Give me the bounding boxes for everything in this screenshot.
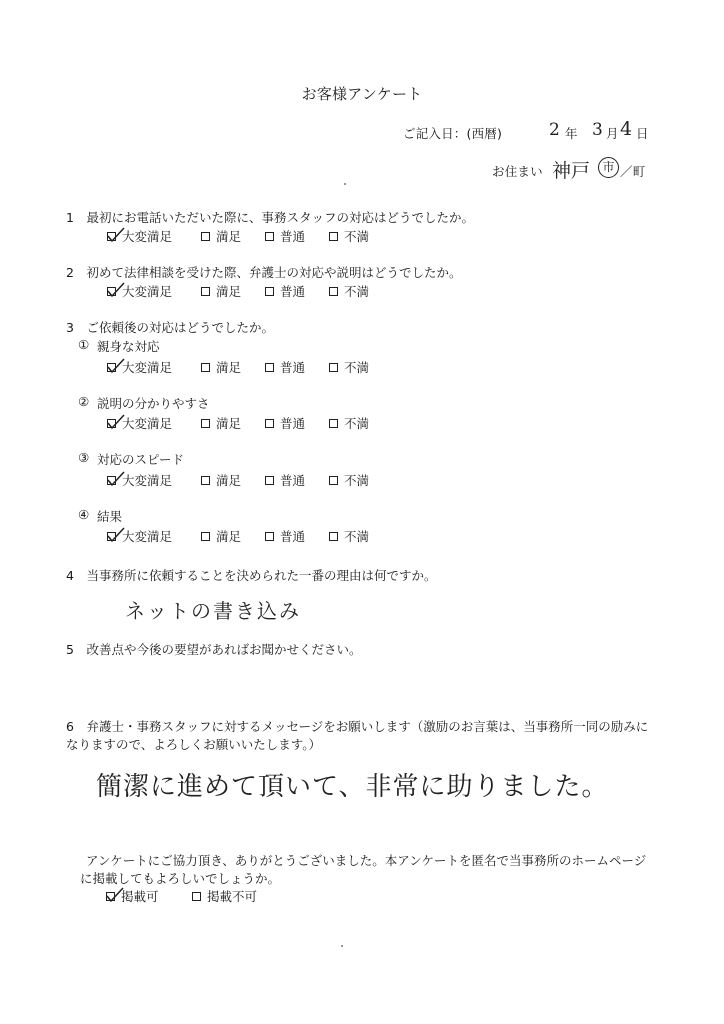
q1-options [107, 227, 369, 245]
q3-sub1-checkbox-dissatisfied[interactable] [329, 363, 338, 372]
option-label: 普通 [280, 529, 306, 544]
check-mark-icon [106, 468, 128, 490]
option-label: 大変満足 [122, 416, 173, 431]
q2-option-very-satisfied[interactable] [107, 282, 201, 300]
q2-option-label: 満足 [216, 284, 242, 299]
q3-sub2-num: ② [78, 394, 90, 409]
city-circle-mark: 市 [598, 157, 619, 178]
date-day: 4 [620, 118, 633, 140]
q3-sub4-option-very-satisfied[interactable] [107, 527, 201, 545]
page-title: お客様アンケート [301, 85, 423, 103]
q2-option-label: 不満 [344, 284, 370, 299]
q1-option-very-satisfied[interactable] [107, 227, 201, 245]
q2-option-satisfied[interactable] [201, 282, 265, 300]
option-label: 不満 [344, 473, 370, 488]
publication-option-label: 掲載不可 [207, 889, 258, 904]
q3-sub2-option-dissatisfied[interactable] [329, 414, 369, 432]
option-label: 満足 [216, 529, 242, 544]
check-mark-icon [105, 884, 127, 906]
option-label: 普通 [280, 416, 306, 431]
q2-options [107, 282, 369, 300]
option-label: 不満 [344, 529, 370, 544]
q3-sub3-checkbox-normal[interactable] [265, 476, 274, 485]
q3-sub4-option-normal[interactable] [265, 527, 329, 545]
q2-text: 2 初めて法律相談を受けた際、弁護士の対応や説明はどうでしたか。 [66, 265, 462, 280]
q3-sub4-num: ④ [78, 507, 90, 522]
publication-options [106, 887, 257, 905]
option-label: 満足 [216, 416, 242, 431]
q1-option-normal[interactable] [265, 227, 329, 245]
option-label: 普通 [280, 360, 306, 375]
q3-sub4-label: 結果 [97, 509, 123, 524]
q1-checkbox-normal[interactable] [265, 232, 274, 241]
q3-sub4-options [107, 527, 369, 545]
q3-sub1-option-very-satisfied[interactable] [107, 358, 201, 376]
q3-sub3-options [107, 471, 369, 489]
scan-dot [344, 183, 346, 185]
q4-answer[interactable]: ネットの書き込み [125, 599, 301, 623]
q3-sub1-checkbox-satisfied[interactable] [201, 363, 210, 372]
option-label: 普通 [280, 473, 306, 488]
q3-sub1-option-dissatisfied[interactable] [329, 358, 369, 376]
q3-sub2-option-very-satisfied[interactable] [107, 414, 201, 432]
publication-option-not-allowed[interactable] [192, 887, 257, 905]
address-label: お住まい [492, 164, 543, 179]
q3-sub4-checkbox-dissatisfied[interactable] [329, 532, 338, 541]
q3-sub2-option-satisfied[interactable] [201, 414, 265, 432]
q3-sub2-option-normal[interactable] [265, 414, 329, 432]
q6-text: 6 弁護士・事務スタッフに対するメッセージをお願いします（激励のお言葉は、当事務所一同の励みになりますので、よろしくお願いいたします。） [66, 719, 649, 752]
q3-sub4-option-satisfied[interactable] [201, 527, 265, 545]
q2-option-dissatisfied[interactable] [329, 282, 369, 300]
q3-sub3-num: ③ [78, 450, 90, 465]
scan-dot [341, 945, 343, 947]
q3-sub2-checkbox-satisfied[interactable] [201, 419, 210, 428]
q3-sub3-option-dissatisfied[interactable] [329, 471, 369, 489]
q5-text: 5 改善点や今後の要望があればお聞かせください。 [66, 642, 362, 657]
date-month: 3 [592, 120, 603, 140]
q3-sub1-option-normal[interactable] [265, 358, 329, 376]
q3-sub3-option-normal[interactable] [265, 471, 329, 489]
q2-option-label: 普通 [280, 284, 306, 299]
q1-option-label: 大変満足 [122, 229, 173, 244]
q3-sub2-checkbox-normal[interactable] [265, 419, 274, 428]
option-label: 満足 [216, 473, 242, 488]
publication-checkbox-not-allowed[interactable] [192, 892, 201, 901]
publication-option-label: 掲載可 [121, 889, 159, 904]
q1-checkbox-satisfied[interactable] [201, 232, 210, 241]
date-month-unit: 月 [606, 126, 619, 141]
publication-option-allowed[interactable] [106, 887, 192, 905]
q3-sub1-label: 親身な対応 [97, 339, 160, 354]
option-label: 不満 [344, 416, 370, 431]
q3-sub3-checkbox-satisfied[interactable] [201, 476, 210, 485]
q2-checkbox-normal[interactable] [265, 287, 274, 296]
q2-checkbox-dissatisfied[interactable] [329, 287, 338, 296]
q3-sub1-options [107, 358, 369, 376]
q3-sub4-option-dissatisfied[interactable] [329, 527, 369, 545]
check-mark-icon [106, 224, 128, 246]
check-mark-icon [106, 355, 128, 377]
option-label: 大変満足 [122, 529, 173, 544]
q3-sub4-checkbox-satisfied[interactable] [201, 532, 210, 541]
q1-option-dissatisfied[interactable] [329, 227, 369, 245]
closing-text: アンケートにご協力頂き、ありがとうございました。本アンケートを匿名で当事務所のホームページに掲載してもよろしいでしょうか。 [80, 853, 647, 886]
q3-sub1-checkbox-normal[interactable] [265, 363, 274, 372]
q6-answer[interactable]: 簡潔に進めて頂いて、非常に助りました。 [96, 772, 609, 802]
option-label: 不満 [344, 360, 370, 375]
option-label: 満足 [216, 360, 242, 375]
q3-sub3-option-very-satisfied[interactable] [107, 471, 201, 489]
date-day-unit: 日 [636, 126, 649, 141]
address-city: 神戸 [552, 160, 591, 182]
date-year-unit: 年 [565, 126, 578, 141]
date-year: 2 [549, 120, 560, 140]
q3-sub3-label: 対応のスピード [97, 452, 185, 467]
date-label: ご記入日：(西暦) [403, 126, 503, 141]
q1-checkbox-very-satisfied[interactable] [107, 232, 116, 241]
q3-sub2-checkbox-dissatisfied[interactable] [329, 419, 338, 428]
q3-sub1-num: ① [78, 337, 90, 352]
q3-sub4-checkbox-normal[interactable] [265, 532, 274, 541]
option-label: 大変満足 [122, 473, 173, 488]
q1-option-label: 満足 [216, 229, 242, 244]
q1-text: 1 最初にお電話いただいた際に、事務スタッフの対応はどうでしたか。 [66, 210, 474, 225]
q3-sub2-options [107, 414, 369, 432]
check-mark-icon [106, 411, 128, 433]
q3-sub3-checkbox-very-satisfied[interactable] [107, 476, 116, 485]
q3-sub2-label: 説明の分かりやすさ [97, 396, 210, 411]
option-label: 大変満足 [122, 360, 173, 375]
q3-sub3-option-satisfied[interactable] [201, 471, 265, 489]
q2-checkbox-satisfied[interactable] [201, 287, 210, 296]
q2-option-normal[interactable] [265, 282, 329, 300]
q3-text: 3 ご依頼後の対応はどうでしたか。 [66, 320, 274, 335]
q3-sub3-checkbox-dissatisfied[interactable] [329, 476, 338, 485]
check-mark-icon [106, 279, 128, 301]
q1-checkbox-dissatisfied[interactable] [329, 232, 338, 241]
q2-option-label: 大変満足 [122, 284, 173, 299]
address-suffix: ／町 [620, 164, 646, 179]
q4-text: 4 当事務所に依頼することを決められた一番の理由は何ですか。 [66, 568, 437, 583]
q3-sub1-checkbox-very-satisfied[interactable] [107, 363, 116, 372]
q1-option-label: 普通 [280, 229, 306, 244]
q2-checkbox-very-satisfied[interactable] [107, 287, 116, 296]
q3-sub4-checkbox-very-satisfied[interactable] [107, 532, 116, 541]
q1-option-satisfied[interactable] [201, 227, 265, 245]
q3-sub1-option-satisfied[interactable] [201, 358, 265, 376]
q1-option-label: 不満 [344, 229, 370, 244]
q3-sub2-checkbox-very-satisfied[interactable] [107, 419, 116, 428]
publication-checkbox-allowed[interactable] [106, 892, 115, 901]
check-mark-icon [106, 524, 128, 546]
